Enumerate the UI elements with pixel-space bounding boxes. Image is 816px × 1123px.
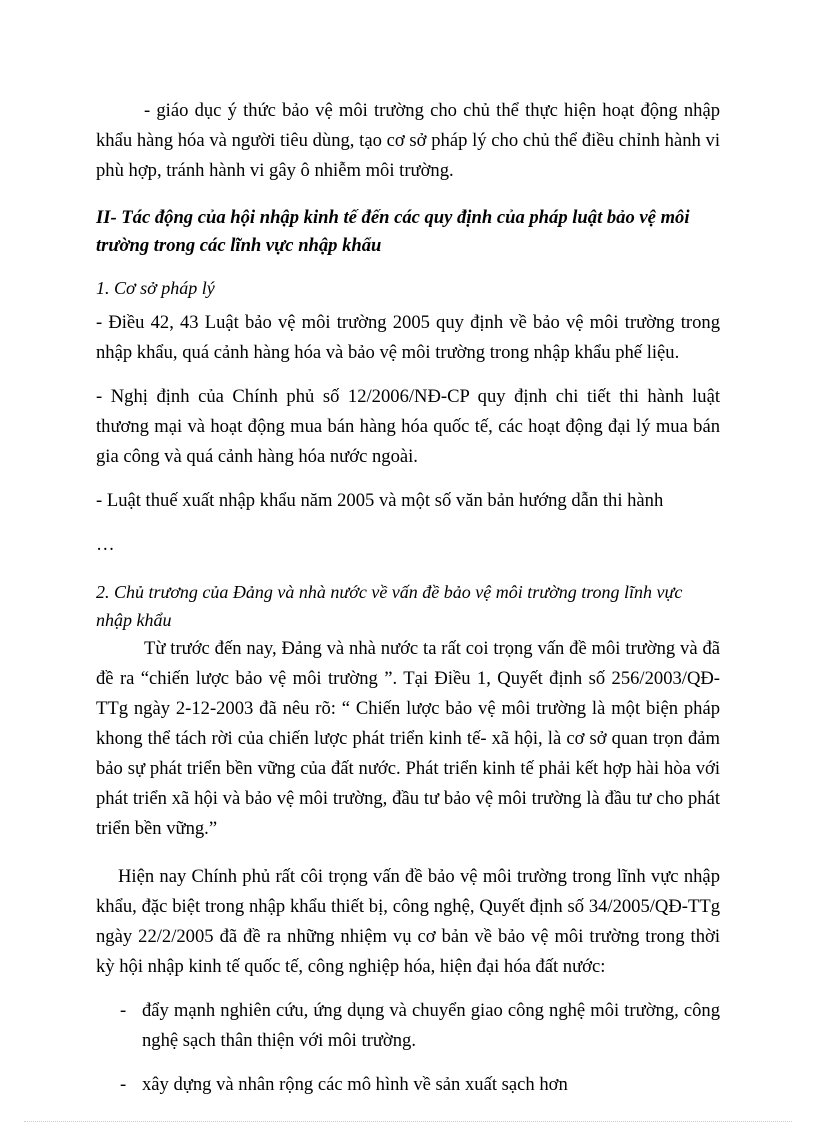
page-footer-divider	[24, 1121, 792, 1122]
legal-basis-item: - Điều 42, 43 Luật bảo vệ môi trường 2005 quy định về bảo vệ môi trường trong nhập khẩu, quá cảnh hàng hóa và bảo vệ môi trường trong nhập khẩu phế liệu.	[96, 312, 720, 363]
subsection-title-legal-basis: 1. Cơ sở pháp lý	[96, 278, 215, 298]
legal-basis-item: - Nghị định của Chính phủ số 12/2006/NĐ-CP quy định chi tiết thi hành luật thương mại và hoạt động mua bán hàng hóa quốc tế, các hoạt động đại lý mua bán gia công và quá cảnh hàng hóa nước ngoài.	[96, 386, 720, 467]
policy-paragraph: Từ trước đến nay, Đảng và nhà nước ta rất coi trọng vấn đề môi trường và đã đề ra “chiến lược bảo vệ môi trường ”. Tại Điều 1, Quyết định số 256/2003/QĐ-TTg ngày 2-12-2003 đã nêu rõ: “ Chiến lược bảo vệ môi trường là một biện pháp khong thể tách rời của chiến lược phát triển kinh tế- xã hội, là cơ sở quan trọn đảm bảo sự phát triển bền vững của đất nước. Phát triển kinh tế phải kết hợp hài hòa với phát triển xã hội và bảo vệ môi trường, đầu tư bảo vệ môi trường là đầu tư cho phát triển bền vững.”	[96, 638, 720, 839]
policy-paragraph: Hiện nay Chính phủ rất côi trọng vấn đề bảo vệ môi trường trong lĩnh vực nhập khẩu, đặc biệt trong nhập khẩu thiết bị, công nghệ, Quyết định số 34/2005/QĐ-TTg ngày 22/2/2005 đã đề ra những nhiệm vụ cơ bản về bảo vệ môi trường trong thời kỳ hội nhập kinh tế quốc tế, công nghiệp hóa, hiện đại hóa đất nước:	[96, 866, 720, 977]
subsection-title-policy: 2. Chủ trương của Đảng và nhà nước về vấn đề bảo vệ môi trường trong lĩnh vực nhập khẩu	[96, 582, 683, 630]
ellipsis-text: …	[96, 534, 115, 555]
bullet-text: đẩy mạnh nghiên cứu, ứng dụng và chuyển giao công nghệ môi trường, công nghệ sạch thân thiện với môi trường.	[142, 1000, 720, 1051]
bullet-dash: -	[120, 1074, 127, 1095]
intro-paragraph: - giáo dục ý thức bảo vệ môi trường cho chủ thể thực hiện hoạt động nhập khẩu hàng hóa và người tiêu dùng, tạo cơ sở pháp lý cho chủ thể điều chỉnh hành vi phù hợp, tránh hành vi gây ô nhiễm môi trường.	[96, 100, 720, 181]
legal-basis-item: - Luật thuế xuất nhập khẩu năm 2005 và một số văn bản hướng dẫn thi hành	[96, 490, 664, 511]
section-heading: II- Tác động của hội nhập kinh tế đến các quy định của pháp luật bảo vệ môi trường trong các lĩnh vực nhập khẩu	[96, 207, 690, 256]
bullet-dash: -	[120, 1000, 127, 1021]
bullet-text: xây dựng và nhân rộng các mô hình về sản xuất sạch hơn	[142, 1074, 568, 1095]
bullet-item	[96, 1070, 720, 1100]
bullet-item	[96, 996, 720, 1056]
document-page	[96, 96, 720, 1100]
